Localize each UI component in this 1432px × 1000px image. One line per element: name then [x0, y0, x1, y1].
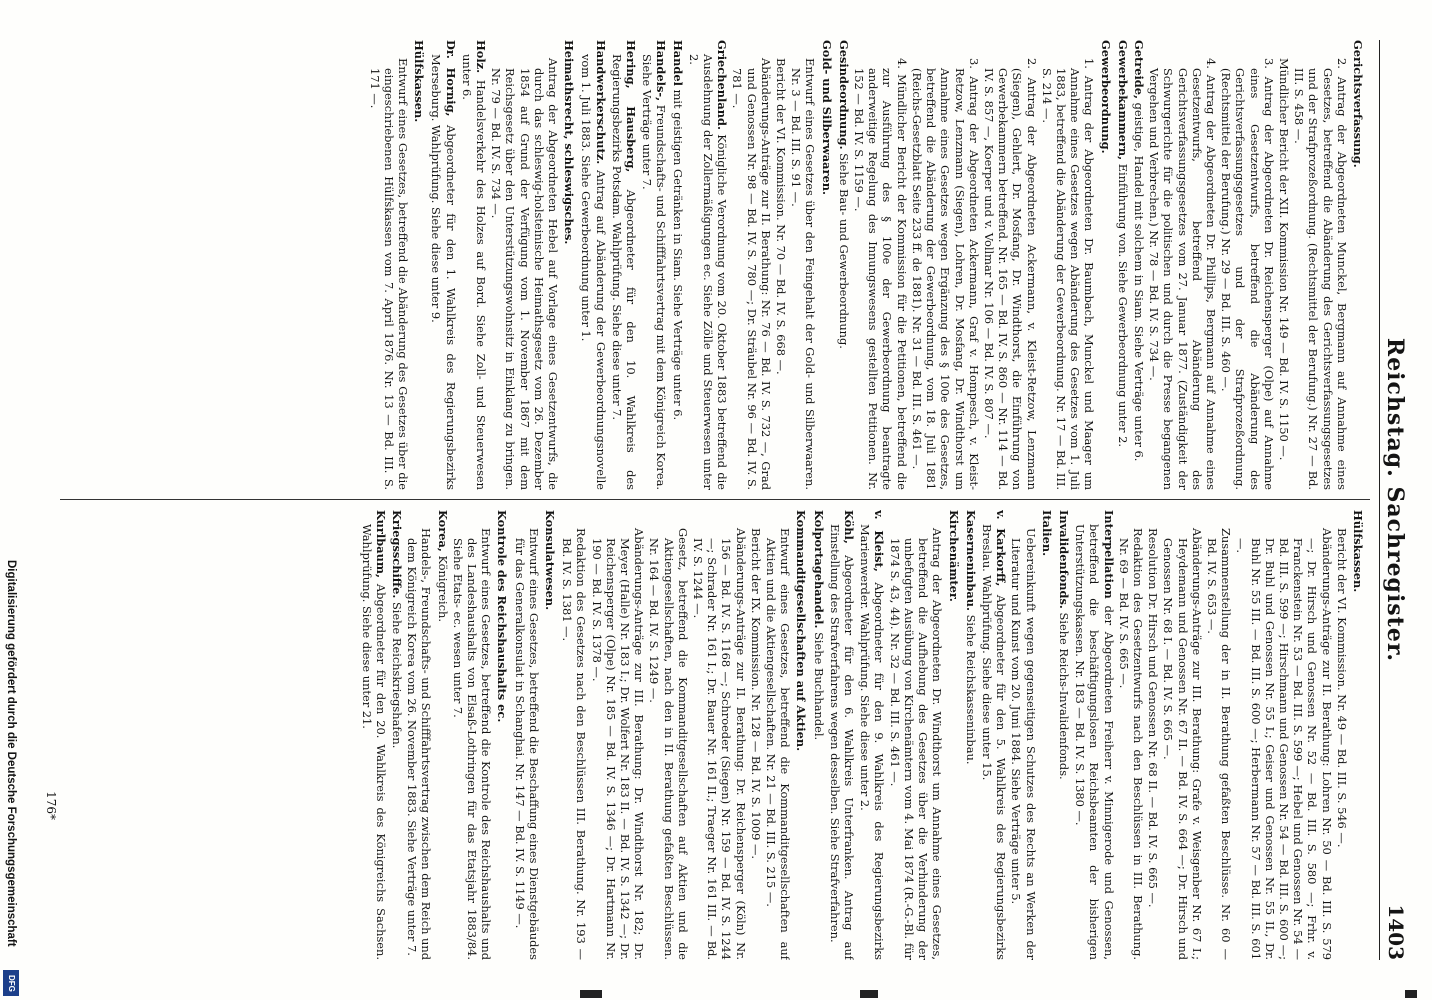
index-entry	[1351, 510, 1365, 960]
index-entry	[1057, 510, 1071, 960]
entry-text: Siehe Reichskriegshafen.	[390, 602, 404, 749]
entry-text: Abänderungs-Anträge zur II. Berathung: Dr. Reichensperger (Köln) Nr. 156 — Bd. IV. S. 1168 —; Schroeder (Siegen) Nr. 159 — Bd. IV. S. 1244 —; Schrader Nr. 161 I.; Dr. Bauer Nr. 161 II.; Traeger Nr. 161 III. — Bd. IV. S. 1244 —.	[691, 528, 748, 960]
index-entry	[964, 510, 978, 960]
index-entry	[811, 510, 825, 960]
index-entry	[640, 40, 668, 490]
index-entry	[980, 510, 1008, 960]
entry-text: Handels-, Freundschafts- und Schifffahrtsvertrag zwischen dem Reich und dem Königreich Korea vom 26. November 1883. Siehe Verträge unter 7.	[405, 528, 434, 960]
entry-text: Antrag auf Abänderung der Gewerbeordnungsnovelle vom 1. Juli 1883. Siehe Gewerbeordnung unter 1.	[579, 54, 608, 490]
index-entry	[412, 40, 426, 490]
entry-text: Abänderungs-Anträge zur II. Berathung: Nr. 76 — Bd. IV. S. 732 —, Grad und Genossen Nr. 98 — Bd. IV. S. 780 —; Dr. Sträubel Nr. 96 — Bd. IV. S. 781 —.	[730, 58, 773, 490]
index-entry	[1277, 58, 1291, 490]
entry-keyword: Griechenland.	[715, 40, 730, 130]
entry-text: Redaktion des Gesetzes nach den Beschlüssen III. Berathung. Nr. 193 — Bd. IV. S. 1381 —.	[560, 528, 589, 960]
entry-text: 4. Mündlicher Bericht der Kommission für die Petitionen, betreffend die zur Ausführung des § 100e der Gewerbeordnung beantragte anderweitige Regelung des Innungswesens gestellten Petitionen. Nr. 152 — Bd. IV. S. 1159 —.	[852, 58, 909, 490]
entry-text: Mündlicher Bericht der XII. Kommission Nr. 149 — Bd. IV. S. 1150 —.	[1276, 58, 1291, 461]
index-entry	[1040, 58, 1097, 490]
entry-keyword: Korea,	[435, 510, 450, 552]
entry-text: 4. Antrag der Abgeordneten Dr. Phillips, Bergmann auf Annahme eines Gesetzentwurfs, betreffend Abänderung des Gerichtsverfassungsgesetzes vom 27. Januar 1877. (Zuständigkeit der Schwurgerichte für die politischen und durch die Presse begangenen Vergehen und Verbrechen.) Nr. 78 — Bd. IV. S. 734 —.	[1147, 58, 1218, 490]
entry-keyword: Holz.	[474, 40, 489, 74]
entry-text: Entwurf eines Gesetzes, betreffend die Kontrole des Reichshaushalts und des Landeshaushalts von Elsaß-Lothringen für das Etatsjahr 1883/84. Siehe Etats- ec. wesen unter 7.	[450, 528, 494, 960]
entry-keyword: Kirchenämter.	[946, 510, 961, 602]
entry-keyword: Handels-,	[654, 40, 669, 102]
index-entry	[610, 40, 638, 490]
entry-text: Entwurf eines Gesetzes, betreffend die Kommanditgesellschaften auf Aktien und die Aktiengesellschaften. Nr. 21 — Bd. III. S. 215 —.	[764, 528, 793, 960]
entry-text: Siehe Reichskasseninbau.	[963, 614, 978, 765]
column-divider	[60, 499, 1370, 500]
entry-keyword: Gewerbeordnung.	[1098, 40, 1113, 154]
index-entry	[1351, 40, 1365, 490]
index-entry	[579, 40, 607, 490]
index-entry	[367, 58, 410, 490]
index-entry	[1073, 510, 1116, 960]
entry-text: Abgeordneter für den 9. Wahlkreis des Regierungsbezirks Marienwerder. Wahlprüfung. Siehe diese unter 2.	[858, 524, 887, 960]
index-entry	[730, 58, 773, 490]
index-entry	[828, 510, 856, 960]
index-entry	[589, 528, 646, 960]
entry-text: Abgeordneter für den 5. Wahlkreis des Regierungsbezirks Breslau. Wahlprüfung. Siehe diese unter 15.	[979, 524, 1009, 960]
index-entry	[562, 40, 576, 490]
index-entry	[1098, 40, 1112, 490]
index-entry	[543, 510, 557, 960]
index-entry	[1234, 528, 1333, 960]
entry-keyword: v. Kleist,	[872, 510, 887, 572]
index-entry	[670, 40, 684, 490]
entry-keyword: Handwerkerschutz.	[593, 40, 608, 165]
index-entry	[489, 58, 560, 490]
entry-keyword: Kaserneninbau.	[963, 510, 978, 611]
entry-keyword: Invalidenfonds.	[1056, 510, 1071, 609]
entry-keyword: Heimathsrecht, schleswigsches.	[562, 40, 577, 245]
index-entry	[852, 58, 909, 490]
entry-text: Abgeordneter für den 20. Wahlkreis des Königreichs Sachsen. Wahlprüfung. Siehe diese unter 21.	[359, 524, 388, 960]
index-entry	[1132, 40, 1146, 490]
entry-text: 3. Antrag der Abgeordneten Ackermann, Graf v. Hompesch, v. Kleist-Retzow, Lenzmann (Siegen), Lohren, Dr. Mosfang, Dr. Windthorst um Annahme eines Gesetzes wegen Ergänzung des § 100e des Gesetzes, betreffend die Abänderung der Gewerbeordnung, vom 18. Juli 1881 (Reichs-Gesetzblatt Seite 233 ff. de 1881). Nr. 31 — Bd. III. S. 461 —.	[909, 58, 981, 490]
entry-text: Redaktion des Gesetzentwurfs nach den Beschlüssen in III. Berathung. Nr. 69 — Bd. IV. S. 665 —.	[1116, 528, 1145, 960]
index-entry	[910, 58, 981, 490]
index-entry	[819, 40, 833, 490]
entry-text: 3. Antrag der Abgeordneten Dr. Reichensperger (Olpe) auf Annahme eines Gesetzentwurfs, betreffend die Abänderung des Gerichtsverfassungsgesetzes und der Strafprozeßordnung. (Rechtsmittel der Berufung.) Nr. 29 — Bd. III. S. 460 —.	[1219, 58, 1276, 490]
scan-edge-marks	[570, 990, 1430, 1000]
entry-text: Antrag der Abgeordneten Dr. Windthorst um Annahme eines Gesetzes, betreffend die Aufhebung des Gesetzes über die Verhinderung der unbefugten Ausübung von Kirchenämtern vom 4. Mai 1874 (R.-G.-Bl. für 1874 S. 43, 44). Nr. 32 — Bd. III. S. 461 —.	[887, 528, 945, 960]
entry-keyword: Gewerbekammern,	[1115, 40, 1130, 161]
entry-keyword: Getreide,	[1131, 40, 1146, 99]
index-entry	[1116, 40, 1130, 490]
index-entry	[1219, 58, 1276, 490]
index-entry	[1009, 528, 1037, 960]
entry-keyword: Kommanditgesellschaften auf Aktien.	[794, 510, 809, 752]
entry-keyword: Handel	[670, 40, 685, 86]
index-entry	[858, 510, 886, 960]
entry-text: mit geistigen Getränken in Siam. Siehe Verträge unter 6.	[670, 89, 685, 421]
page-header	[1379, 40, 1410, 960]
entry-text: Zusammenstellung der in II. Berathung gefaßten Beschlüsse. Nr. 60 — Bd. IV. S. 653 —.	[1204, 528, 1234, 960]
index-entry	[1040, 510, 1054, 960]
entry-text: Abgeordneter für den 10. Wahlkreis des Regierungsbezirks Potsdam. Wahlprüfung. Siehe diese unter 7.	[609, 54, 639, 490]
index-entry	[451, 528, 494, 960]
entry-keyword: Köhl,	[842, 510, 857, 544]
entry-text: Abänderungs-Anträge zur III. Berathung: Dr. Windthorst Nr. 182; Dr. Meyer (Halle) Nr. 183 I.; Dr. Wolfert Nr. 183 II. — Bd. IV. S. 1342 —; Dr. Reichensperger (Olpe) Nr. 185 — Bd. IV. S. 1346 —; Dr. Hartmann Nr. 190 — Bd. IV. S. 1378 —.	[589, 528, 647, 960]
index-entry	[1147, 58, 1218, 490]
index-entry	[764, 528, 792, 960]
index-entry	[405, 528, 433, 960]
entry-keyword: Hülfskassen.	[1351, 510, 1365, 593]
index-entry	[794, 510, 808, 960]
entry-text: Bericht der VI. Kommission. Nr. 49 — Bd. III. S. 546 —.	[1334, 528, 1349, 848]
entry-text: 2. Antrag der Abgeordneten Munckel, Bergmann auf Annahme eines Gesetzes, betreffend die Abänderung des Gerichtsverfassungsgesetzes und der Strafprozeßordnung. (Rechtsmittel der Berufung.) Nr. 27 — Bd. III. S. 458 —.	[1292, 58, 1349, 490]
entry-text: Uebereinkunft wegen gegenseitigen Schutzes des Rechts an Werken der Literatur und Kunst vom 20. Juni 1884. Siehe Verträge unter 5.	[1009, 528, 1038, 960]
index-entry	[435, 510, 449, 960]
entry-text: Abgeordneter für den 6. Wahlkreis Unterfranken. Antrag auf Einstellung des Strafverfahrens wegen desselben. Siehe Strafverfahren.	[827, 524, 857, 960]
entry-keyword: Konsulatwesen.	[543, 510, 558, 611]
index-entry	[647, 528, 690, 960]
entry-keyword: Kurlbaum,	[373, 510, 388, 578]
index-entry	[749, 528, 763, 960]
entry-text: Antrag der Abgeordneten Hebel auf Vorlage eines Gesetzentwurfs, die durch das schleswig-holsteinische Heimathsgesetz vom 26. Dezember 1854 auf Grund der Verfügung vom 1. November 1867 mit dem Reichsgesetz über den Unterstützungswohnsitz in Einklang zu bringen. Nr. 79 — Bd. IV. S. 734 —.	[489, 58, 561, 490]
entry-keyword: Gesindeordnung.	[836, 40, 851, 150]
entry-text: Abgeordneter für den 1. Wahlkreis des Regierungsbezirks Merseburg. Wahlprüfung. Siehe diese unter 9.	[429, 54, 458, 490]
entry-text: Siehe Reichs-Invalidenfonds.	[1056, 612, 1071, 780]
funding-credit: Digitalisierung gefördert durch die Deutsche Forschungsgemeinschaft	[5, 560, 17, 947]
entry-text: Entwurf eines Gesetzes, betreffend die Abänderung des Gesetzes über die eingeschriebenen Hülfskassen vom 7. April 1876. Nr. 13 — Bd. III. S. 171 —.	[367, 58, 410, 490]
entry-text: geistige, Handel mit solchem in Siam. Siehe Verträge unter 6.	[1131, 102, 1146, 462]
index-entry	[359, 510, 387, 960]
index-entry	[1161, 528, 1204, 960]
entry-text: 1. Antrag der Abgeordneten Dr. Baumbach, Munckel und Maager um Annahme eines Gesetzes wegen Abänderung des Gesetzes vom 1. Juli 1883, betreffend die Abänderung der Gewerbeordnung. Nr. 17 — Bd. III. S. 214 —.	[1039, 58, 1097, 490]
index-entry	[789, 58, 817, 490]
index-entry	[390, 510, 404, 960]
entry-text: Entwurf eines Gesetzes über den Feingehalt der Gold- und Silberwaaren. Nr. 3 — Bd. III. S. 91 —.	[789, 58, 818, 490]
entry-keyword: Interpellation	[1101, 510, 1116, 599]
running-title: Reichstag. Sachregister.	[1382, 337, 1408, 663]
entry-text: Siehe Bau- und Gewerbeordnung.	[836, 153, 851, 349]
index-column-left	[40, 40, 1368, 490]
index-entry	[1117, 528, 1145, 960]
index-entry	[460, 40, 488, 490]
digitization-footer	[0, 560, 22, 1000]
entry-text: Abänderungs-Anträge zur II. Berathung: Lohren Nr. 50 — Bd. III. S. 579 —; Dr. Hirsch und Genossen Nr. 52 — Bd. III. S. 580 —; Frhr. v. Franckenstein Nr. 53 — Bd. III. S. 599 —; Hebel und Genossen Nr. 54 — Bd. III. S. 599 —; Hirschmann und Genossen Nr. 54 — Bd. III. S. 600 —; Dr. Buhl und Genossen Nr. 55 I.; Geiser und Genossen Nr. 55 II., Dr. Buhl Nr. 55 III. — Bd. III. S. 600 —; Herbermann Nr. 57 — Bd. III. S. 601 —.	[1234, 528, 1334, 960]
index-entry	[1146, 528, 1160, 960]
dfg-logo: DFG	[3, 970, 19, 996]
index-entry	[1335, 528, 1349, 960]
entry-text: Königliche Verordnung vom 20. Oktober 1883 betreffend die Ausdehnung der Zollermäßigungen ec. Siehe Zölle und Steuerwesen unter 2.	[686, 54, 730, 490]
index-column-right	[40, 510, 1368, 960]
entry-keyword: Italien.	[1039, 510, 1054, 557]
index-entry	[946, 510, 960, 960]
entry-keyword: Hülfskassen.	[412, 40, 427, 123]
entry-text: Bericht der IX. Kommission. Nr. 128 — Bd. IV. S. 1009 —.	[748, 528, 763, 860]
entry-text: Bericht der VI. Kommission. Nr. 70 — Bd. IV. S. 668 —.	[774, 58, 789, 375]
entry-keyword: Kontrole des Reichshaushalts ec.	[495, 510, 510, 723]
index-entry	[774, 58, 788, 490]
entry-keyword: Gold- und Silberwaaren.	[819, 40, 834, 195]
entry-text: Abänderungs-Anträge zur III. Berathung: Grafe v. Weisgenber Nr. 67 I.; Heydemann und Genossen Nr. 67 II. — Bd. IV. S. 664 —; Dr. Hirsch und Genossen Nr. 68 I. — Bd. IV. S. 665 —.	[1161, 528, 1204, 960]
entry-text: Siehe Buchhandel.	[811, 632, 826, 741]
entry-text: Freundschafts- und Schifffahrtsvertrag mit dem Königreich Korea. Siehe Verträge unter 7.	[640, 54, 669, 490]
index-entry	[512, 528, 540, 960]
index-entry	[888, 528, 945, 960]
index-entry	[982, 58, 1039, 490]
index-entry	[429, 40, 457, 490]
entry-text: Handelsverkehr des Holzes auf Bord. Siehe Zoll- und Steuerwesen unter 6.	[459, 54, 489, 490]
index-entry	[495, 510, 509, 960]
page-mark: 176*	[44, 791, 58, 820]
entry-text: der Abgeordneten Freiherr v. Minnigerode und Genossen, betreffend die beschäftigungslosen Reichsbeamten der bisherigen Unterstützungskassen. Nr. 183 — Bd. IV. S. 1380 —.	[1073, 524, 1116, 960]
entry-text: Resolution Dr. Hirsch und Genossen Nr. 68 II. — Bd. IV. S. 665 —.	[1146, 528, 1161, 908]
index-entry	[691, 528, 748, 960]
index-entry	[560, 528, 588, 960]
entry-keyword: Kolportagehandel.	[811, 510, 826, 629]
entry-text: Gesetz, betreffend die Kommanditgesellschaften auf Aktien und die Aktiengesellschaften, nach den in II. Berathung gefaßten Beschlüssen. Nr. 164 — Bd. IV. S. 1249 —.	[647, 528, 690, 960]
index-entry	[687, 40, 730, 490]
index-entry	[837, 40, 851, 490]
entry-text: Königreich.	[435, 555, 450, 622]
page-number: 1403	[1384, 904, 1408, 960]
entry-text: 2. Antrag der Abgeordneten Ackermann, v. Kleist-Retzow, Lenzmann (Siegen), Gehlert, Dr. Mosfang, Dr. Windthorst, die Einführung von Gewerbekammern betreffend. Nr. 165 — Bd. IV. S. 860 — Nr. 114 — Bd. IV. S. 857 —, Koerper und v. Vollmar Nr. 106 — Bd. IV. S. 807 —.	[981, 58, 1039, 490]
entry-keyword: Dr. Hornig,	[443, 40, 458, 117]
entry-keyword: v. Karkorff,	[994, 510, 1009, 587]
entry-keyword: Gerichtsverfassung.	[1351, 40, 1365, 168]
entry-keyword: Hering, Hausberg,	[624, 40, 639, 173]
index-entry	[1292, 58, 1349, 490]
entry-text: Einführung von. Siehe Gewerbeordnung unter 2.	[1115, 163, 1130, 447]
index-entry	[1205, 528, 1233, 960]
entry-keyword: Kriegsschiffe.	[390, 510, 404, 599]
entry-text: Entwurf eines Gesetzes, betreffend die Beschaffung eines Dienstgebäudes für das Generalkonsulat in Schanghai. Nr. 147 — Bd. IV. S. 1149 —.	[512, 528, 541, 960]
